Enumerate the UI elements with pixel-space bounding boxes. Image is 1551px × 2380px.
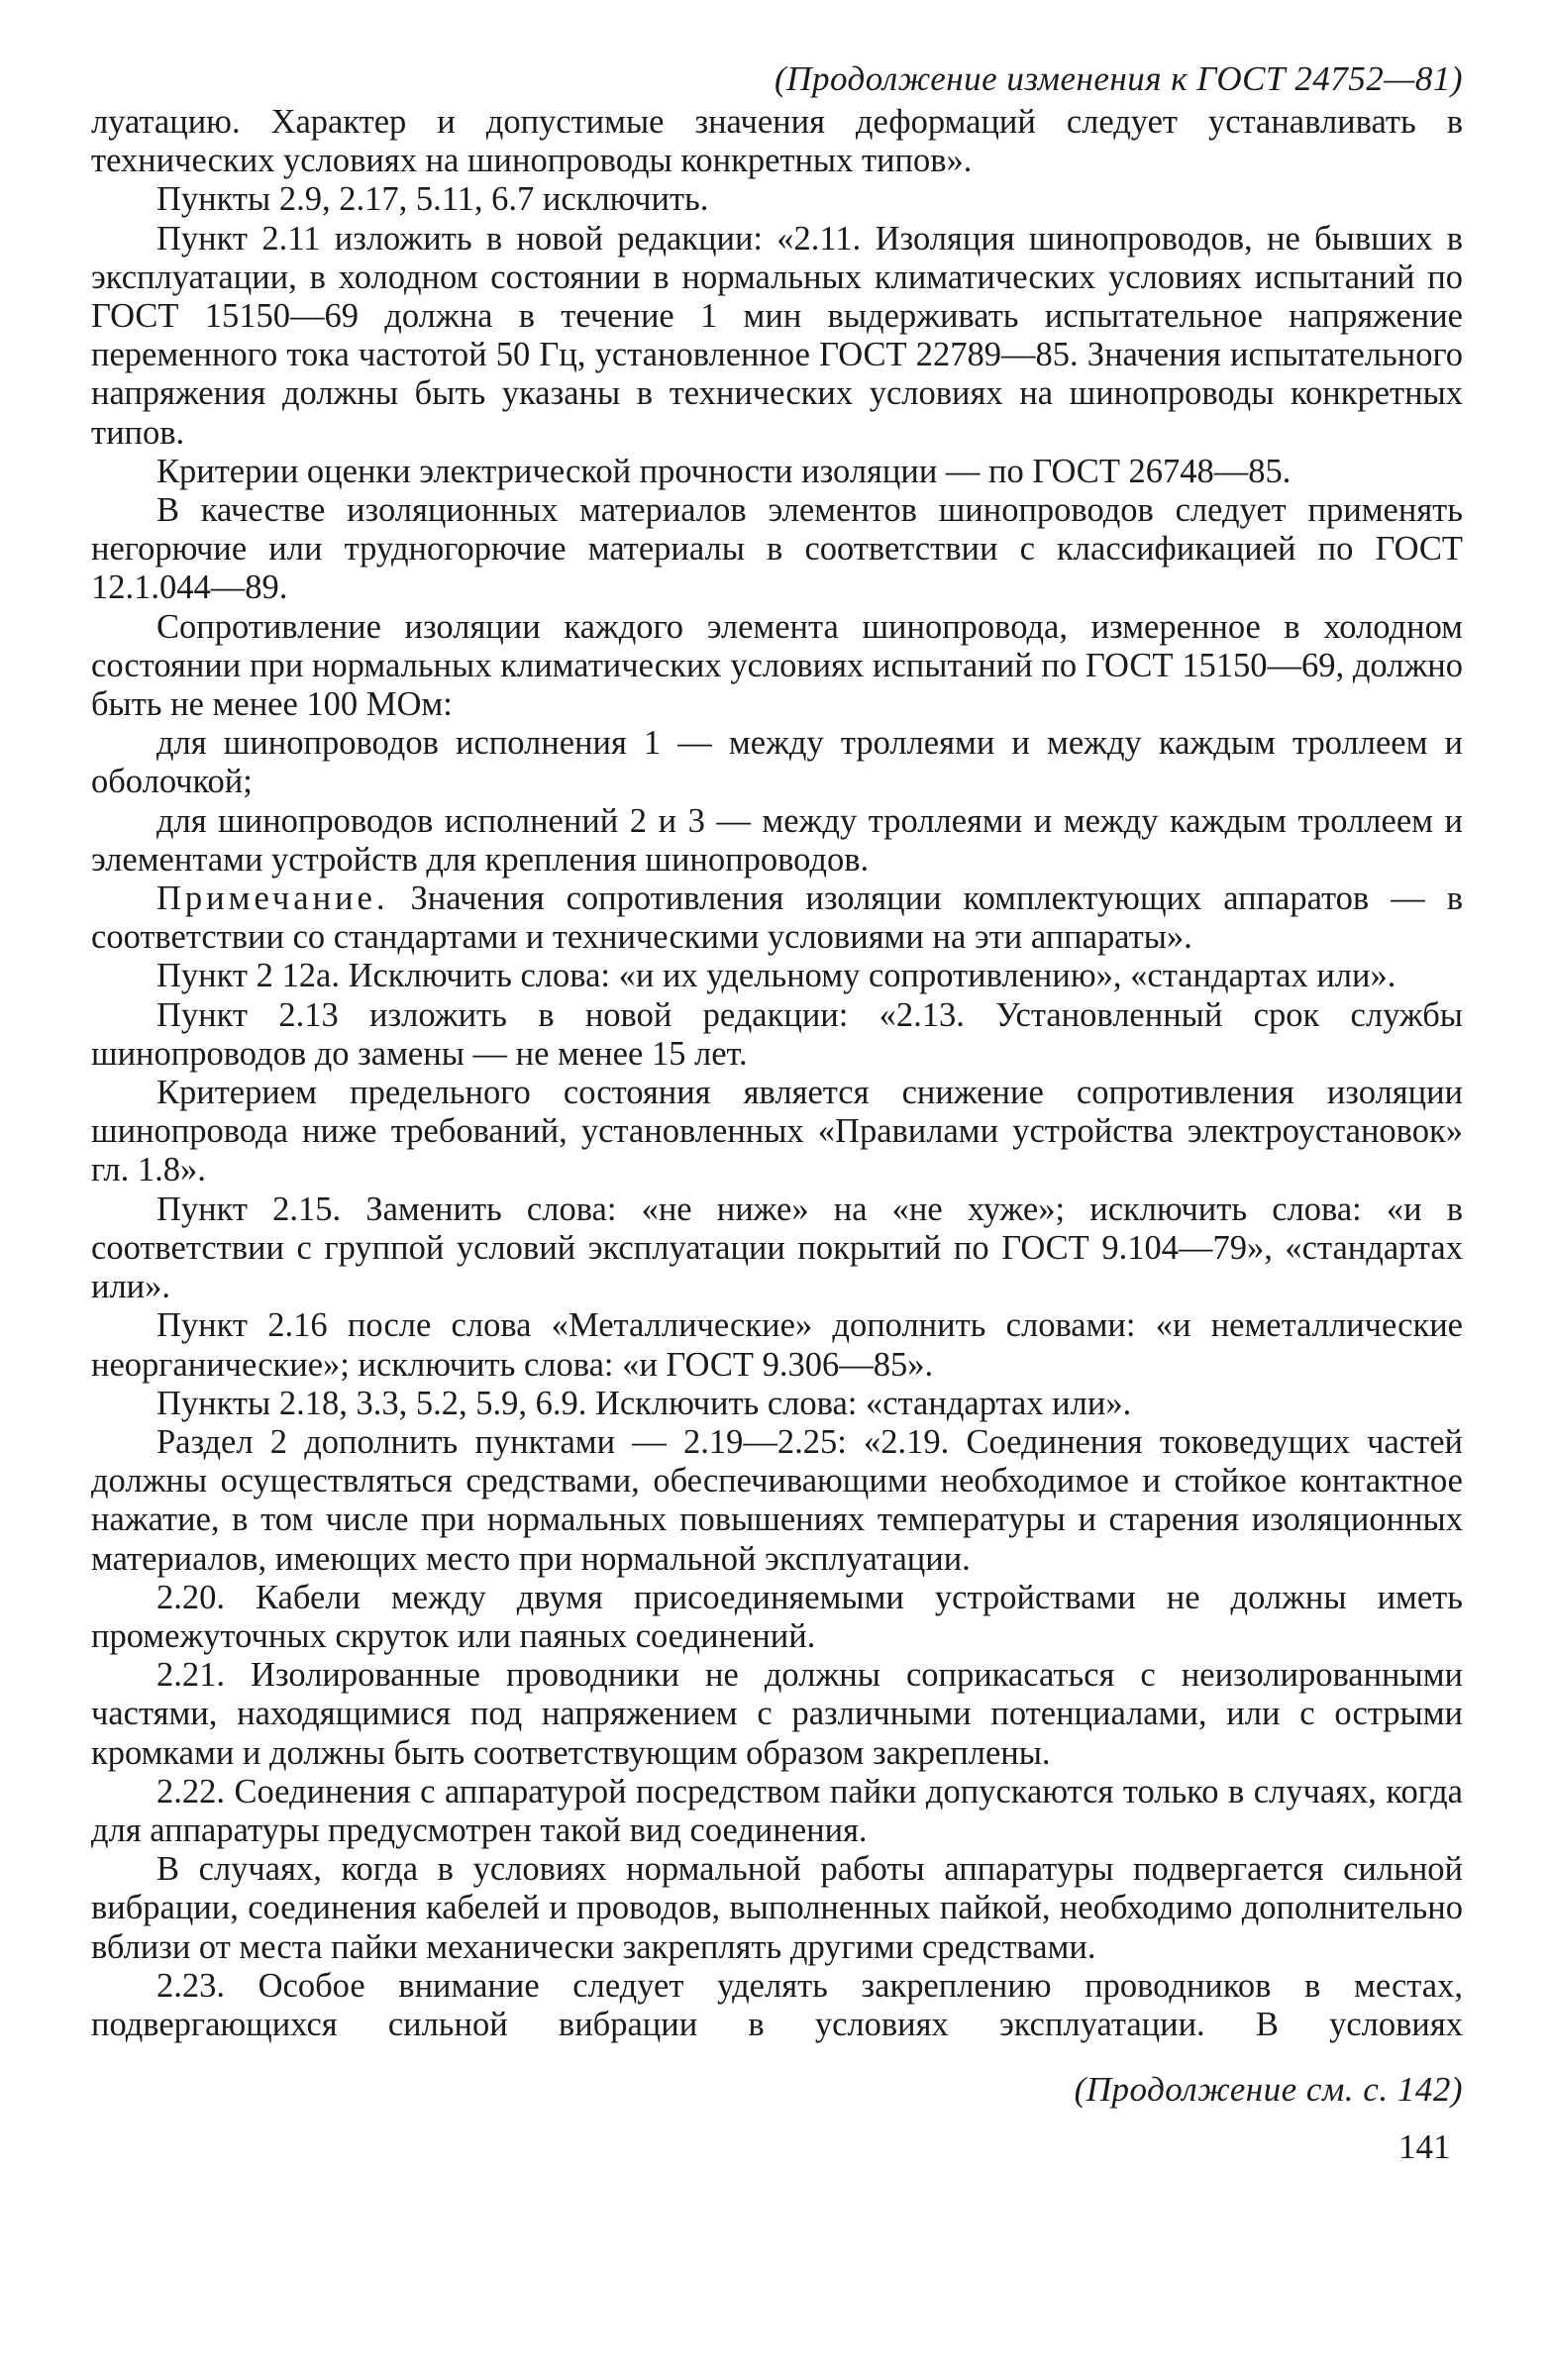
paragraph: Пункты 2.18, 3.3, 5.2, 5.9, 6.9. Исключить слова: «стандартах или». (156, 1384, 1132, 1422)
body-text (91, 103, 1463, 2044)
paragraph: Пункт 2.13 изложить в новой редакции: «2.13. Установленный срок службы шинопроводов до замены — не менее 15 лет. (91, 995, 1463, 1073)
paragraph: Пункт 2.11 изложить в новой редакции: «2.11. Изоляция шинопроводов, не бывших в эксплуатации, в холодном состоянии в нормальных климатических условиях испытаний по ГОСТ 15150—69 должна в течение 1 мин выдерживать испытательное напряжение переменного тока частотой 50 Гц, установленное ГОСТ 22789—85. Значения испытательного напряжения должны быть указаны в технических условиях на шинопроводы конкретных типов. (91, 219, 1463, 452)
paragraph: Критерием предельного состояния является снижение сопротивления изоляции шинопровода ниже требований, установленных «Правилами устройства электроустановок» гл. 1.8». (91, 1074, 1463, 1190)
running-header: (Продолжение изменения к ГОСТ 24752—81) (775, 59, 1463, 98)
paragraph: Пункт 2 12а. Исключить слова: «и их удельному сопротивлению», «стандартах или». (156, 957, 1396, 995)
paragraph: 2.20. Кабели между двумя присоединяемыми устройствами не должны иметь промежуточных скруток или паяных соединений. (91, 1578, 1463, 1655)
continuation-note: (Продолжение см. с. 142) (1074, 2070, 1463, 2110)
paragraph: В качестве изоляционных материалов элементов шинопроводов следует применять негорючие или трудногорючие материалы в соответствии с классификацией по ГОСТ 12.1.044—89. (91, 491, 1463, 607)
paragraph: для шинопроводов исполнений 2 и 3 — между троллеями и между каждым троллеем и элементами устройств для крепления шинопроводов. (91, 801, 1463, 879)
paragraph: луатацию. Характер и допустимые значения деформаций следует устанавливать в технических условиях на шинопроводы конкретных типов». (91, 103, 1463, 180)
page-number: 141 (1398, 2127, 1451, 2166)
paragraph: Критерии оценки электрической прочности изоляции — по ГОСТ 26748—85. (156, 452, 1292, 490)
paragraph: Пункты 2.9, 2.17, 5.11, 6.7 исключить. (156, 180, 709, 219)
note-text: Значения сопротивления изоляции комплектующих аппаратов — в соответствии со стандартами и техническими условиями на эти аппараты». (91, 880, 1463, 957)
note-label: Примечание. (156, 880, 389, 918)
paragraph: Раздел 2 дополнить пунктами — 2.19—2.25: «2.19. Соединения токоведущих частей должны осуществляться средствами, обеспечивающими необходимое и стойкое контактное нажатие, в том числе при нормальных повышениях температуры и старения изоляционных материалов, имеющих место при нормальной эксплуатации. (91, 1422, 1463, 1578)
paragraph: 2.23. Особое внимание следует уделять закреплению проводников в местах, подвергающихся сильной вибрации в условиях эксплуатации. В условиях (91, 1966, 1463, 2043)
paragraph: Пункт 2.15. Заменить слова: «не ниже» на «не хуже»; исключить слова: «и в соответствии с группой условий эксплуатации покрытий по ГОСТ 9.104—79», «стандартах или». (91, 1190, 1463, 1306)
paragraph (91, 880, 1463, 957)
paragraph: 2.22. Соединения с аппаратурой посредством пайки допускаются только в случаях, когда для аппаратуры предусмотрен такой вид соединения. (91, 1772, 1463, 1849)
document-page (91, 59, 1463, 2110)
paragraph: для шинопроводов исполнения 1 — между троллеями и между каждым троллеем и оболочкой; (91, 724, 1463, 801)
paragraph: 2.21. Изолированные проводники не должны соприкасаться с неизолированными частями, находящимися под напряжением с различными потенциалами, или с острыми кромками и должны быть соответствующим образом закреплены. (91, 1656, 1463, 1772)
paragraph: Пункт 2.16 после слова «Металлические» дополнить словами: «и неметаллические неорганические»; исключить слова: «и ГОСТ 9.306—85». (91, 1306, 1463, 1384)
paragraph: В случаях, когда в условиях нормальной работы аппаратуры подвергается сильной вибрации, соединения кабелей и проводов, выполненных пайкой, необходимо дополнительно вблизи от места пайки механически закреплять другими средствами. (91, 1850, 1463, 1966)
paragraph: Сопротивление изоляции каждого элемента шинопровода, измеренное в холодном состоянии при нормальных климатических условиях испытаний по ГОСТ 15150—69, должно быть не менее 100 МОм: (91, 607, 1463, 724)
